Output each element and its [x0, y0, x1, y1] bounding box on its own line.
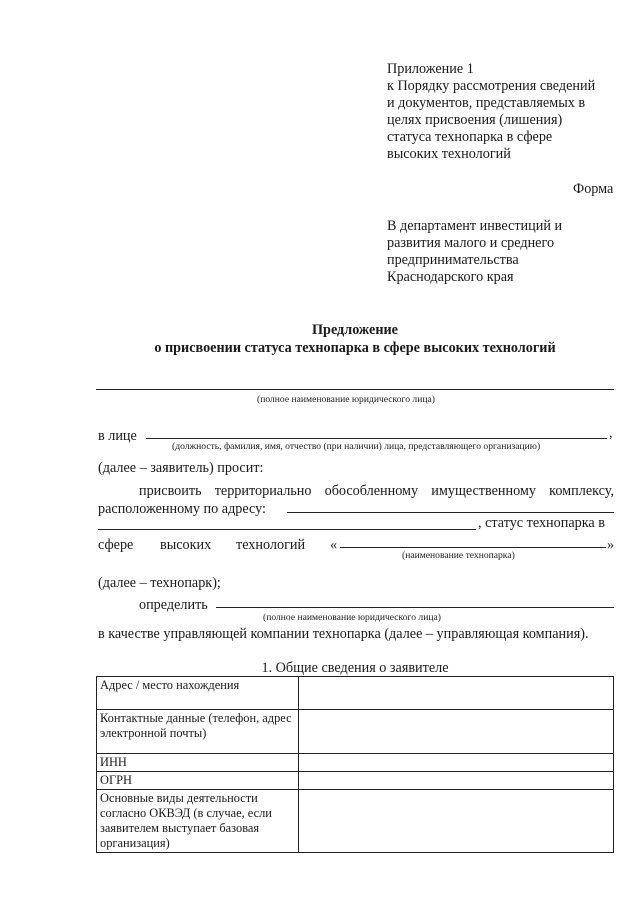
quote-close: »: [607, 537, 615, 553]
status-text: , статус технопарка в: [478, 515, 605, 531]
appendix-line-5: статуса технопарка в сфере: [387, 129, 553, 145]
in-person-label: в лице: [98, 428, 137, 444]
caption-org-name: (полное наименование юридического лица): [257, 394, 435, 405]
caption-technopark: (наименование технопарка): [402, 550, 515, 561]
row-value-ogrn[interactable]: [299, 772, 614, 790]
row-value-address[interactable]: [299, 677, 614, 710]
document-subtitle: о присвоении статуса технопарка в сфере высоких технологий: [154, 340, 556, 356]
sphere-word-3: технологий: [236, 537, 306, 553]
applicant-requests: (далее – заявитель) просит:: [98, 460, 264, 476]
table-row: [97, 754, 614, 772]
row-label-address: Адрес / место нахождения: [97, 677, 299, 710]
define-label: определить: [139, 597, 208, 613]
form-label: Форма: [573, 181, 614, 197]
row-label-contacts: Контактные данные (телефон, адрес электронной почты): [97, 710, 299, 754]
management-org-field-line: [216, 607, 614, 608]
recipient-line-3: предпринимательства: [387, 252, 519, 268]
sphere-word-1: сфере: [98, 537, 134, 553]
caption-person: (должность, фамилия, имя, отчество (при наличии) лица, представляющего организацию): [172, 441, 541, 452]
section-1-title: 1. Общие сведения о заявителе: [261, 660, 449, 676]
address-field-line-2: [98, 529, 476, 530]
recipient-line-2: развития малого и среднего: [387, 235, 555, 251]
row-label-okved: Основные виды деятельности согласно ОКВЭД (в случае, если заявителем выступает базовая организация): [97, 790, 299, 853]
org-name-field-line: [96, 389, 614, 390]
recipient-line-4: Краснодарского края: [387, 269, 514, 285]
technopark-name-field-line: [340, 547, 606, 548]
row-value-contacts[interactable]: [299, 710, 614, 754]
applicant-info-table: [96, 676, 614, 853]
row-label-ogrn: ОГРН: [97, 772, 299, 790]
caption-org-name-2: (полное наименование юридического лица): [263, 612, 441, 623]
appendix-line-6: высоких технологий: [387, 146, 511, 162]
table-row: [97, 772, 614, 790]
table-row: [97, 677, 614, 710]
assign-line-1: присвоить территориально обособленному имущественному комплексу,: [139, 483, 614, 499]
table-row: [97, 790, 614, 853]
sphere-word-2: высоких: [160, 537, 212, 553]
quote-open: «: [330, 537, 338, 553]
address-field-line-1: [287, 512, 614, 513]
row-value-okved[interactable]: [299, 790, 614, 853]
person-field-line: [146, 438, 607, 439]
assign-line-2: расположенному по адресу:: [98, 501, 266, 517]
table-row: [97, 710, 614, 754]
appendix-line-4: целях присвоения (лишения): [387, 112, 563, 128]
technopark-note: (далее – технопарк);: [98, 575, 221, 591]
recipient-line-1: В департамент инвестиций и: [387, 218, 563, 234]
row-label-inn: ИНН: [97, 754, 299, 772]
document-title: Предложение: [312, 322, 398, 338]
comma: ,: [609, 425, 613, 441]
appendix-line-3: и документов, представляемых в: [387, 95, 586, 111]
row-value-inn[interactable]: [299, 754, 614, 772]
appendix-line-2: к Порядку рассмотрения сведений: [387, 78, 596, 94]
management-company-text: в качестве управляющей компании технопарка (далее – управляющая компания).: [98, 626, 589, 642]
appendix-line-1: Приложение 1: [387, 61, 474, 77]
